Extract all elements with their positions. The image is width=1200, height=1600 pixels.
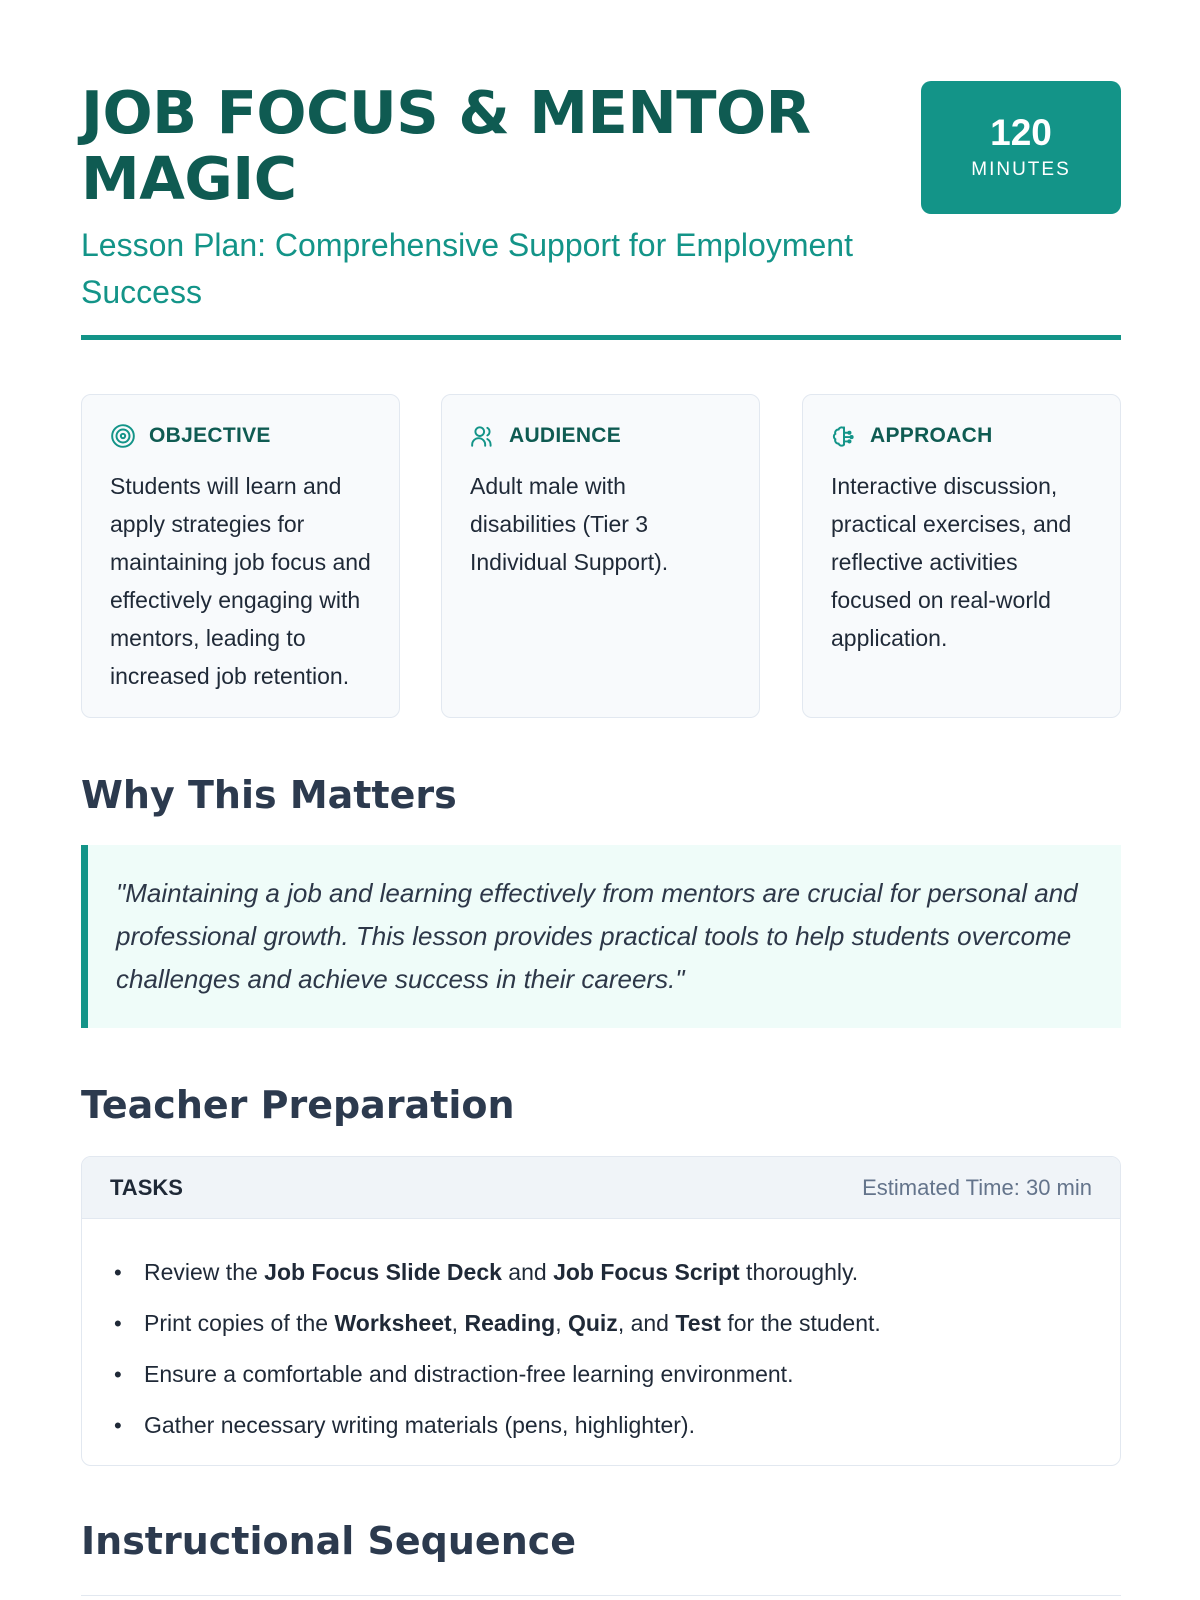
users-icon	[470, 423, 496, 449]
tasks-time: Estimated Time: 30 min	[862, 1174, 1092, 1200]
target-icon	[110, 423, 136, 449]
approach-title: APPROACH	[870, 424, 993, 447]
duration-label: MINUTES	[971, 159, 1071, 180]
sequence-heading: Instructional Sequence	[81, 1519, 577, 1563]
duration-badge	[921, 81, 1121, 214]
audience-title: AUDIENCE	[509, 424, 622, 447]
tasks-header	[82, 1157, 1120, 1219]
task-item: • Review the Job Focus Slide Deck and Job Focus Script thoroughly.	[114, 1247, 1092, 1298]
task-item: • Ensure a comfortable and distraction-free learning environment.	[114, 1349, 1092, 1400]
duration-value: 120	[990, 112, 1052, 153]
info-cards	[81, 394, 1121, 718]
tasks-panel	[81, 1156, 1121, 1466]
why-quote: "Maintaining a job and learning effectively from mentors are crucial for personal and professional growth. This lesson provides practical tools to help students overcome challenges and achieve success in their careers."	[81, 845, 1121, 1028]
brain-icon	[831, 423, 857, 449]
why-heading: Why This Matters	[81, 773, 457, 817]
objective-card	[81, 394, 400, 718]
header	[81, 0, 1121, 340]
task-item: • Gather necessary writing materials (pens, highlighter).	[114, 1400, 1092, 1451]
objective-title: OBJECTIVE	[149, 424, 271, 447]
lesson-plan-page	[81, 0, 1121, 1563]
section-divider	[81, 1595, 1121, 1596]
objective-text: Students will learn and apply strategies for maintaining job focus and effectively engaging with mentors, leading to increased job retention.	[110, 473, 371, 689]
audience-card	[441, 394, 760, 718]
audience-text: Adult male with disabilities (Tier 3 Individual Support).	[470, 473, 669, 575]
task-item: • Print copies of the Worksheet, Reading, Quiz, and Test for the student.	[114, 1298, 1092, 1349]
approach-text: Interactive discussion, practical exercises, and reflective activities focused on real-world application.	[831, 473, 1072, 651]
approach-card	[802, 394, 1121, 718]
prep-heading: Teacher Preparation	[81, 1083, 515, 1127]
page-subtitle: Lesson Plan: Comprehensive Support for Employment Success	[81, 227, 853, 310]
tasks-label: TASKS	[110, 1174, 183, 1200]
task-list	[82, 1219, 1120, 1451]
page-title: JOB FOCUS & MENTOR MAGIC	[81, 78, 811, 213]
